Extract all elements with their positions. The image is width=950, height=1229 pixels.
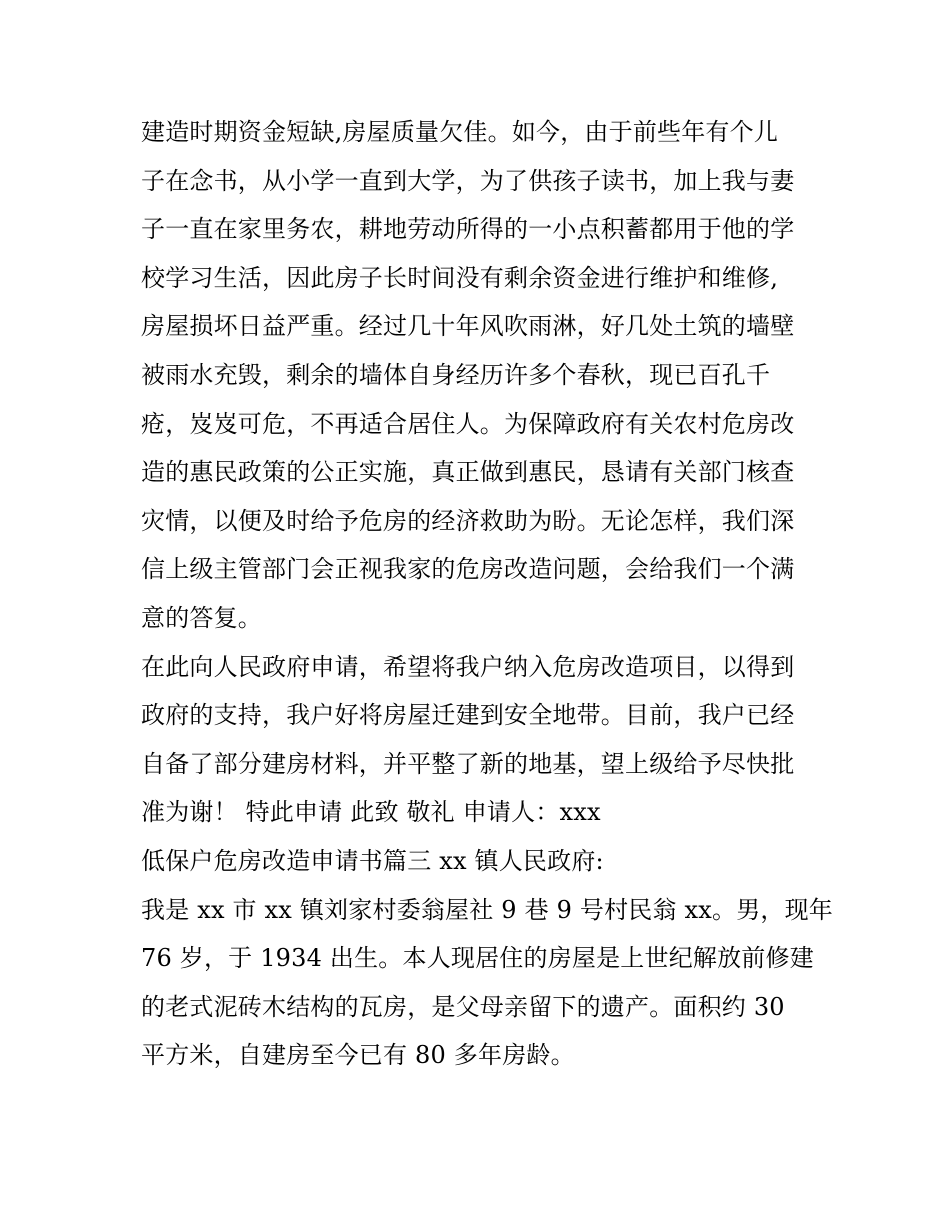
body-line: 建造时期资金短缺,房屋质量欠佳。如今，由于前些年有个儿 [141, 118, 779, 146]
body-line: 在此向人民政府申请，希望将我户纳入危房改造项目，以得到 [141, 652, 795, 681]
body-line: 平方米，自建房至今已有 80 多年房龄。 [141, 1041, 575, 1070]
body-line: 自备了部分建房材料，并平整了新的地基，望上级给予尽快批 [141, 749, 795, 778]
body-line: 造的惠民政策的公正实施，真正做到惠民，恳请有关部门核查 [141, 458, 795, 487]
body-line: 政府的支持，我户好将房屋迁建到安全地带。目前，我户已经 [141, 701, 795, 730]
body-line: 房屋损坏日益严重。经过几十年风吹雨淋，好几处土筑的墙壁 [141, 312, 795, 341]
body-line: 校学习生活，因此房子长时间没有剩余资金进行维护和维修, [141, 263, 779, 292]
body-line: 意的答复。 [141, 603, 262, 632]
body-line: 子一直在家里务农，耕地劳动所得的一小点积蓄都用于他的学 [141, 215, 795, 244]
body-line: 子在念书，从小学一直到大学，为了供孩子读书，加上我与妻 [141, 166, 795, 195]
body-line: 准为谢！ 特此申请 此致 敬礼 申请人：xxx [141, 798, 601, 827]
body-line: 被雨水充毁，剩余的墙体自身经历许多个春秋，现已百孔千 [141, 360, 771, 389]
body-line: 疮，岌岌可危，不再适合居住人。为保障政府有关农村危房改 [141, 409, 795, 438]
body-line: 76 岁，于 1934 出生。本人现居住的房屋是上世纪解放前修建 [141, 944, 814, 973]
body-line: 的老式泥砖木结构的瓦房，是父母亲留下的遗产。面积约 30 [141, 992, 785, 1021]
body-line: 信上级主管部门会正视我家的危房改造问题，会给我们一个满 [141, 555, 795, 584]
body-line: 我是 xx 市 xx 镇刘家村委翁屋社 9 巷 9 号村民翁 xx。男，现年 [141, 895, 834, 924]
body-line: 灾情，以便及时给予危房的经济救助为盼。无论怎样，我们深 [141, 506, 795, 535]
document-body [141, 108, 834, 1080]
section-heading-line: 低保户危房改造申请书篇三 xx 镇人民政府: [141, 846, 604, 875]
